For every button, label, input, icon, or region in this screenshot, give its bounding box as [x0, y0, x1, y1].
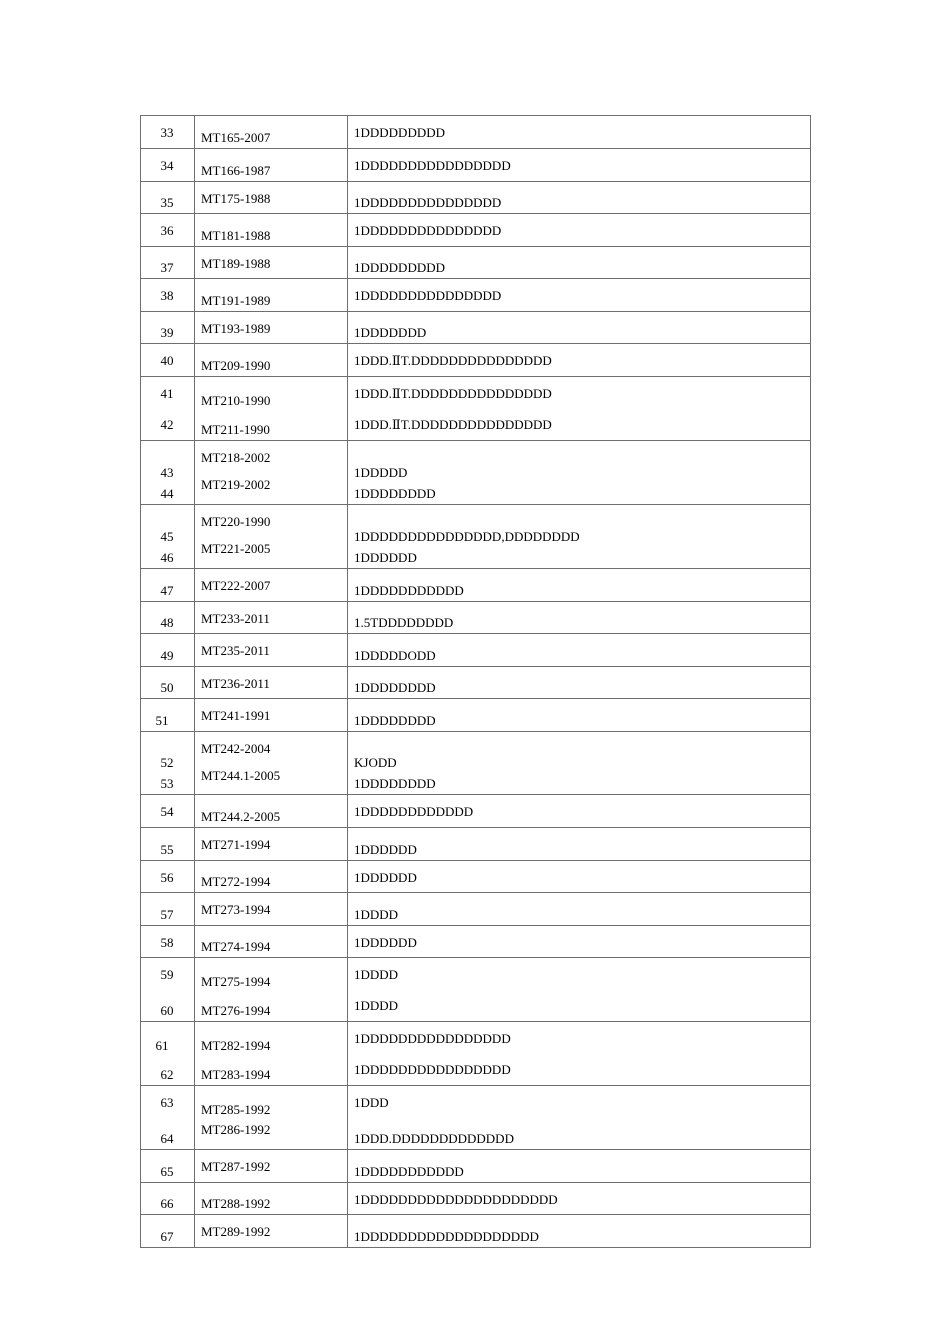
- table-row: [141, 116, 811, 149]
- standard-code: MT166-1987: [201, 163, 271, 178]
- table-row: [141, 861, 811, 893]
- standard-code: MT275-1994: [201, 974, 271, 989]
- row-number-cell: [141, 569, 195, 602]
- row-number-cell: [141, 602, 195, 634]
- standard-title: 1DDDDDDDDDDD: [354, 1164, 464, 1179]
- standard-code-cell: [195, 828, 348, 861]
- standard-title: 1DDDDDD: [354, 870, 417, 885]
- row-number-cell: [141, 861, 195, 893]
- standard-code: MT220-1990: [201, 514, 271, 529]
- row-number-cell: [141, 1183, 195, 1215]
- table-row: [141, 958, 811, 1022]
- standard-code: MT274-1994: [201, 939, 271, 954]
- standard-title-cell: [348, 377, 811, 441]
- standard-title: 1DDDDDODD: [354, 648, 436, 663]
- row-number: 38: [160, 288, 174, 303]
- row-number-cell: [141, 344, 195, 377]
- standard-title: 1DDD.DDDDDDDDDDDDD: [354, 1131, 514, 1146]
- row-number: 52: [160, 755, 174, 770]
- standard-code: MT288-1992: [201, 1196, 271, 1211]
- standard-code-cell: [195, 569, 348, 602]
- table-row: [141, 699, 811, 732]
- standard-title: 1DDDD: [354, 907, 399, 922]
- row-number: 50: [160, 680, 174, 695]
- row-number-cell: [141, 377, 195, 441]
- row-number-cell: [141, 247, 195, 279]
- standard-title-cell: [348, 926, 811, 958]
- row-number: 49: [160, 648, 174, 663]
- standard-title: 1DDDDDDDDDDDDDDD: [354, 223, 502, 238]
- row-number: 54: [160, 804, 174, 819]
- row-number: 45: [160, 529, 174, 544]
- row-number-cell: [141, 149, 195, 182]
- standard-code-cell: [195, 861, 348, 893]
- standard-title: 1DDDDDDDD: [354, 680, 436, 695]
- standard-title: 1DDDDD: [354, 465, 408, 480]
- standard-code: MT235-2011: [201, 643, 270, 658]
- standard-title: 1DDDDDD: [354, 550, 417, 565]
- row-number-cell: [141, 182, 195, 214]
- standard-title: 1DDDDDD: [354, 842, 417, 857]
- standard-title-cell: [348, 182, 811, 214]
- standard-title-cell: [348, 667, 811, 699]
- table-body: [141, 116, 811, 1248]
- standard-code: MT241-1991: [201, 708, 271, 723]
- standard-title: 1DDDDDDDDDDDDDDDD: [354, 1062, 511, 1077]
- table-row: [141, 667, 811, 699]
- standard-title-cell: [348, 569, 811, 602]
- standard-title: 1DDDDDDDDDDDDDDD,DDDDDDDD: [354, 529, 580, 544]
- row-number: 64: [160, 1131, 174, 1146]
- standard-code-cell: [195, 116, 348, 149]
- standard-code-cell: [195, 377, 348, 441]
- row-number: 67: [160, 1229, 174, 1244]
- standard-code: MT210-1990: [201, 393, 271, 408]
- standard-title: 1DDD.ⅡT.DDDDDDDDDDDDDDD: [354, 353, 552, 368]
- row-number-cell: [141, 828, 195, 861]
- standard-code: MT221-2005: [201, 541, 271, 556]
- standard-title-cell: [348, 116, 811, 149]
- table-row: [141, 1022, 811, 1086]
- table-row: [141, 149, 811, 182]
- table-row: [141, 893, 811, 926]
- standard-code-cell: [195, 1215, 348, 1248]
- standard-title: 1DDDD: [354, 967, 399, 982]
- table-row: [141, 247, 811, 279]
- standard-title: 1DDDDDDDDDDDDDDDD: [354, 158, 511, 173]
- standard-title: 1DDDDDDDD: [354, 486, 436, 501]
- row-number-cell: [141, 1150, 195, 1183]
- row-number-cell: [141, 441, 195, 505]
- row-number-cell: [141, 505, 195, 569]
- standard-title: 1DDD.ⅡT.DDDDDDDDDDDDDDD: [354, 386, 552, 401]
- standard-code: MT272-1994: [201, 874, 271, 889]
- standard-title-cell: [348, 214, 811, 247]
- standard-code-cell: [195, 602, 348, 634]
- table-row: [141, 926, 811, 958]
- standard-title: 1DDDDDDDDD: [354, 260, 445, 275]
- standard-title-cell: [348, 1183, 811, 1215]
- standard-code-cell: [195, 893, 348, 926]
- standard-code: MT244.2-2005: [201, 809, 281, 824]
- standard-code-cell: [195, 699, 348, 732]
- standard-code: MT222-2007: [201, 578, 271, 593]
- table-row: [141, 505, 811, 569]
- standard-title-cell: [348, 828, 811, 861]
- standard-title-cell: [348, 958, 811, 1022]
- standard-code-cell: [195, 958, 348, 1022]
- standard-code: MT219-2002: [201, 477, 271, 492]
- table-row: [141, 279, 811, 312]
- standard-code: MT282-1994: [201, 1038, 271, 1053]
- standard-code: MT286-1992: [201, 1122, 271, 1137]
- standard-code-cell: [195, 1086, 348, 1150]
- standard-title: 1DDDDDDDDDDDD: [354, 804, 474, 819]
- row-number: 40: [160, 353, 174, 368]
- row-number-cell: [141, 732, 195, 795]
- standard-code: MT283-1994: [201, 1067, 271, 1082]
- standard-code: MT287-1992: [201, 1159, 271, 1174]
- standard-title: 1DDDDDDDDD: [354, 125, 445, 140]
- standard-title-cell: [348, 344, 811, 377]
- row-number: 33: [160, 125, 174, 140]
- row-number: 57: [160, 907, 174, 922]
- row-number-cell: [141, 926, 195, 958]
- standard-title-cell: [348, 505, 811, 569]
- standard-code: MT193-1989: [201, 321, 271, 336]
- row-number: 46: [160, 550, 174, 565]
- row-number-cell: [141, 667, 195, 699]
- standard-code: MT273-1994: [201, 902, 271, 917]
- standard-title-cell: [348, 732, 811, 795]
- standard-title: 1DDDD: [354, 998, 399, 1013]
- standards-table: [140, 115, 811, 1248]
- standard-title-cell: [348, 634, 811, 667]
- row-number: 59: [160, 967, 174, 982]
- standard-title-cell: [348, 602, 811, 634]
- standard-code-cell: [195, 441, 348, 505]
- table-row: [141, 1215, 811, 1248]
- row-number: 66: [160, 1196, 174, 1211]
- standard-code: MT289-1992: [201, 1224, 271, 1239]
- standard-code: MT285-1992: [201, 1102, 271, 1117]
- standard-title: 1DDDDDDDDDDD: [354, 583, 464, 598]
- row-number-cell: [141, 795, 195, 828]
- standard-title: 1DDDDDD: [354, 935, 417, 950]
- standard-code: MT209-1990: [201, 358, 271, 373]
- row-number-cell: [141, 634, 195, 667]
- row-number: 43: [160, 465, 174, 480]
- row-number: 35: [160, 195, 174, 210]
- standard-code: MT218-2002: [201, 450, 271, 465]
- standard-code-cell: [195, 344, 348, 377]
- standard-code-cell: [195, 1183, 348, 1215]
- table-row: [141, 569, 811, 602]
- standard-code: MT244.1-2005: [201, 768, 281, 783]
- standard-title-cell: [348, 1215, 811, 1248]
- standard-code: MT181-1988: [201, 228, 271, 243]
- standard-code-cell: [195, 795, 348, 828]
- row-number: 55: [160, 842, 174, 857]
- row-number: 36: [160, 223, 174, 238]
- standard-code-cell: [195, 247, 348, 279]
- standard-title: 1DDDDDDDDDDDDDDD: [354, 195, 502, 210]
- standard-code: MT236-2011: [201, 676, 270, 691]
- standard-title-cell: [348, 893, 811, 926]
- standard-title: 1DDD.ⅡT.DDDDDDDDDDDDDDD: [354, 417, 552, 432]
- table-row: [141, 214, 811, 247]
- standard-title: 1DDDDDDDDDDDDDDDDDDD: [354, 1229, 539, 1244]
- standard-code-cell: [195, 1022, 348, 1086]
- table-row: [141, 1150, 811, 1183]
- standard-title-cell: [348, 441, 811, 505]
- standard-code: MT175-1988: [201, 191, 271, 206]
- standard-code-cell: [195, 214, 348, 247]
- standard-title-cell: [348, 1022, 811, 1086]
- standard-title-cell: [348, 279, 811, 312]
- row-number: 34: [160, 158, 174, 173]
- standard-title: 1DDDDDDDD: [354, 713, 436, 728]
- row-number: 47: [160, 583, 174, 598]
- standard-code: MT276-1994: [201, 1003, 271, 1018]
- row-number: 65: [160, 1164, 174, 1179]
- standard-title: 1DDDDDDDDDDDDDDDD: [354, 1031, 511, 1046]
- row-number-cell: [141, 699, 195, 732]
- row-number: 39: [160, 325, 174, 340]
- standard-title: 1DDDDDDD: [354, 325, 427, 340]
- standard-code-cell: [195, 279, 348, 312]
- row-number-cell: [141, 958, 195, 1022]
- standard-title-cell: [348, 247, 811, 279]
- standard-code: MT271-1994: [201, 837, 271, 852]
- row-number: 61: [155, 1038, 169, 1053]
- standard-code-cell: [195, 667, 348, 699]
- standard-code-cell: [195, 312, 348, 344]
- standard-title-cell: [348, 795, 811, 828]
- row-number-cell: [141, 116, 195, 149]
- standard-title-cell: [348, 861, 811, 893]
- row-number: 63: [160, 1095, 174, 1110]
- standard-code: MT233-2011: [201, 611, 270, 626]
- row-number: 58: [160, 935, 174, 950]
- standard-title-cell: [348, 149, 811, 182]
- table-row: [141, 634, 811, 667]
- standard-code-cell: [195, 634, 348, 667]
- table-row: [141, 344, 811, 377]
- standard-code: MT189-1988: [201, 256, 271, 271]
- table-row: [141, 1183, 811, 1215]
- row-number: 37: [160, 260, 174, 275]
- row-number-cell: [141, 1022, 195, 1086]
- table-row: [141, 795, 811, 828]
- standard-code-cell: [195, 149, 348, 182]
- row-number: 44: [160, 486, 174, 501]
- standard-title: 1DDDDDDDDDDDDDDDDDDDDD: [354, 1192, 558, 1207]
- standard-title: KJODD: [354, 755, 397, 770]
- row-number: 51: [155, 713, 169, 728]
- table-row: [141, 732, 811, 795]
- row-number-cell: [141, 1086, 195, 1150]
- row-number-cell: [141, 279, 195, 312]
- standard-code: MT191-1989: [201, 293, 271, 308]
- standard-code-cell: [195, 505, 348, 569]
- table-row: [141, 1086, 811, 1150]
- row-number-cell: [141, 893, 195, 926]
- standard-code-cell: [195, 1150, 348, 1183]
- row-number: 53: [160, 776, 174, 791]
- standard-title-cell: [348, 1150, 811, 1183]
- table-row: [141, 441, 811, 505]
- standard-code-cell: [195, 182, 348, 214]
- standard-code: MT165-2007: [201, 130, 271, 145]
- standard-title: 1DDDDDDDD: [354, 776, 436, 791]
- row-number-cell: [141, 1215, 195, 1248]
- standard-title-cell: [348, 1086, 811, 1150]
- standard-title: 1.5TDDDDDDDD: [354, 615, 454, 630]
- table-row: [141, 828, 811, 861]
- row-number: 41: [160, 386, 174, 401]
- row-number: 60: [160, 1003, 174, 1018]
- row-number: 56: [160, 870, 174, 885]
- standard-code-cell: [195, 926, 348, 958]
- standard-code-cell: [195, 732, 348, 795]
- standard-title-cell: [348, 699, 811, 732]
- table-row: [141, 182, 811, 214]
- standard-title: 1DDD: [354, 1095, 389, 1110]
- row-number-cell: [141, 312, 195, 344]
- table-row: [141, 602, 811, 634]
- standard-title-cell: [348, 312, 811, 344]
- table-row: [141, 312, 811, 344]
- standard-code: MT211-1990: [201, 422, 270, 437]
- row-number: 48: [160, 615, 174, 630]
- table-row: [141, 377, 811, 441]
- row-number: 62: [160, 1067, 174, 1082]
- row-number-cell: [141, 214, 195, 247]
- standard-title: 1DDDDDDDDDDDDDDD: [354, 288, 502, 303]
- standard-code: MT242-2004: [201, 741, 271, 756]
- row-number: 42: [160, 417, 174, 432]
